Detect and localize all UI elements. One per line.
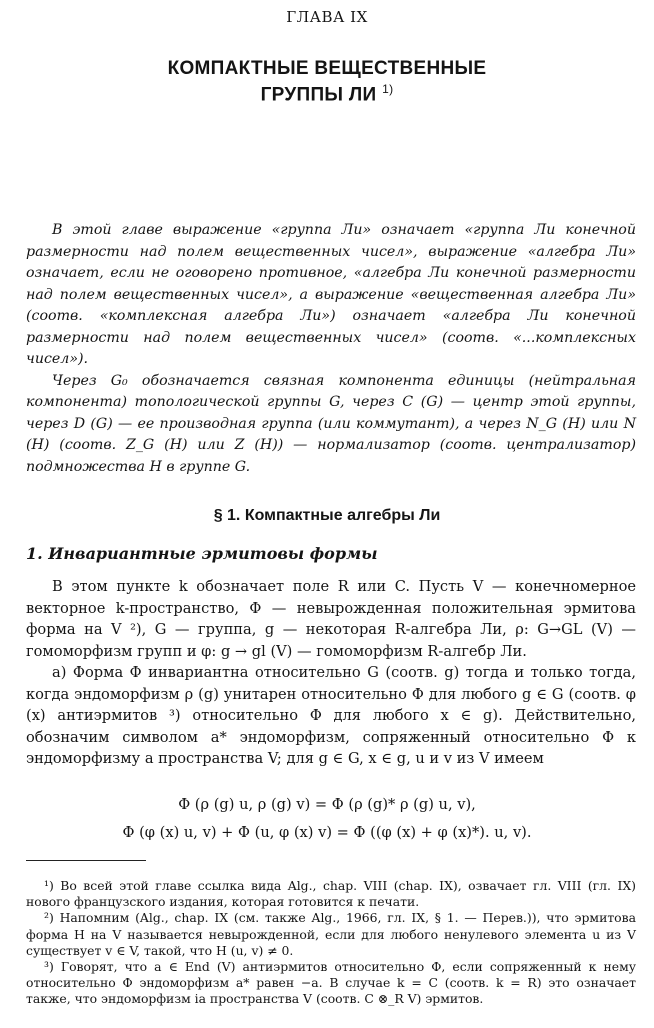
intro-paragraph-1: В этой главе выражение «группа Ли» означает «группа Ли конечной размерности над полем вещественных чисел», выражение «алгебра Ли» означает, если не оговорено противное, «алгебра Ли конечной размерности над полем вещественных чисел», а выражение «вещественная алгебра Ли» (соотв. «комплексная алгебра Ли») означает «алгебра Ли конечной размерности над полем вещественных чисел» (соотв. «...комплексных чисел»). <box>26 222 636 367</box>
subsection-heading: 1. Инвариантные эрмитовы формы <box>26 544 378 563</box>
footnote-divider <box>26 860 146 861</box>
section-heading: § 1. Компактные алгебры Ли <box>213 507 441 524</box>
chapter-title-line-1: КОМПАКТНЫЕ ВЕЩЕСТВЕННЫЕ <box>167 58 487 79</box>
chapter-heading: ГЛАВА IX <box>286 8 368 26</box>
footnote-2: ²) Напомним (Alg., chap. IX (см. также Alg., 1966, гл. IX, § 1. — Перев.)), что эрмитова форма H на V называется невырожденной, если для любого ненулевого элемента u из V существует v ∈ V, такой, что H (u, v) ≠ 0. <box>26 910 636 958</box>
chapter-title-text: ГРУППЫ ЛИ <box>260 84 377 106</box>
footnote-3: ³) Говорят, что a ∈ End (V) антиэрмитов относительно Φ, если сопряженный к нему относительно Φ эндоморфизм a* равен −a. В случае k = C (соотв. k = R) это означает также, что эндоморфизм ia пространства V (соотв. C ⊗_R V) эрмитов. <box>26 959 636 1007</box>
intro-text <box>26 220 636 478</box>
body-text <box>26 576 636 770</box>
formula-1: Φ (ρ (g) u, ρ (g) v) = Φ (ρ (g)* ρ (g) u, v), <box>178 796 476 813</box>
formula-2: Φ (φ (x) u, v) + Φ (u, φ (x) v) = Φ ((φ (x) + φ (x)*). u, v). <box>122 824 532 841</box>
body-paragraph-2: а) Форма Φ инвариантна относительно G (соотв. g) тогда и только тогда, когда эндоморфизм ρ (g) унитарен относительно Φ для любого g ∈ G (соотв. φ (x) антиэрмитов ³) относительно Φ для любого x ∈ g). Действительно, обозначим символом a* эндоморфизм, сопряженный относительно Φ к эндоморфизму a пространства V; для g ∈ G, x ∈ g, u и v из V имеем <box>26 664 636 767</box>
footnotes <box>26 878 636 1008</box>
body-paragraph-1: В этом пункте k обозначает поле R или C. Пусть V — конечномерное векторное k-пространство, Φ — невырожденная положительная эрмитова форма на V ²), G — группа, g — некоторая R-алгебра Ли, ρ: G→GL (V) — гомоморфизм групп и φ: g → gl (V) — гомоморфизм R-алгебр Ли. <box>26 578 636 660</box>
title-footnote-marker: 1) <box>382 82 394 96</box>
chapter-title-line-2 <box>0 82 654 106</box>
intro-paragraph-2: Через G₀ обозначается связная компонента единицы (нейтральная компонента) топологической группы G, через C (G) — центр этой группы, через D (G) — ее производная группа (или коммутант), а через N_G (H) или N (H) (соотв. Z_G (H) или Z (H)) — нормализатор (соотв. централизатор) подмножества H в группе G. <box>26 372 636 475</box>
footnote-1: ¹) Во всей этой главе ссылка вида Alg., chap. VIII (chap. IX), озвачает гл. VIII (гл. IX) нового французского издания, которая готовится к печати. <box>26 878 636 910</box>
